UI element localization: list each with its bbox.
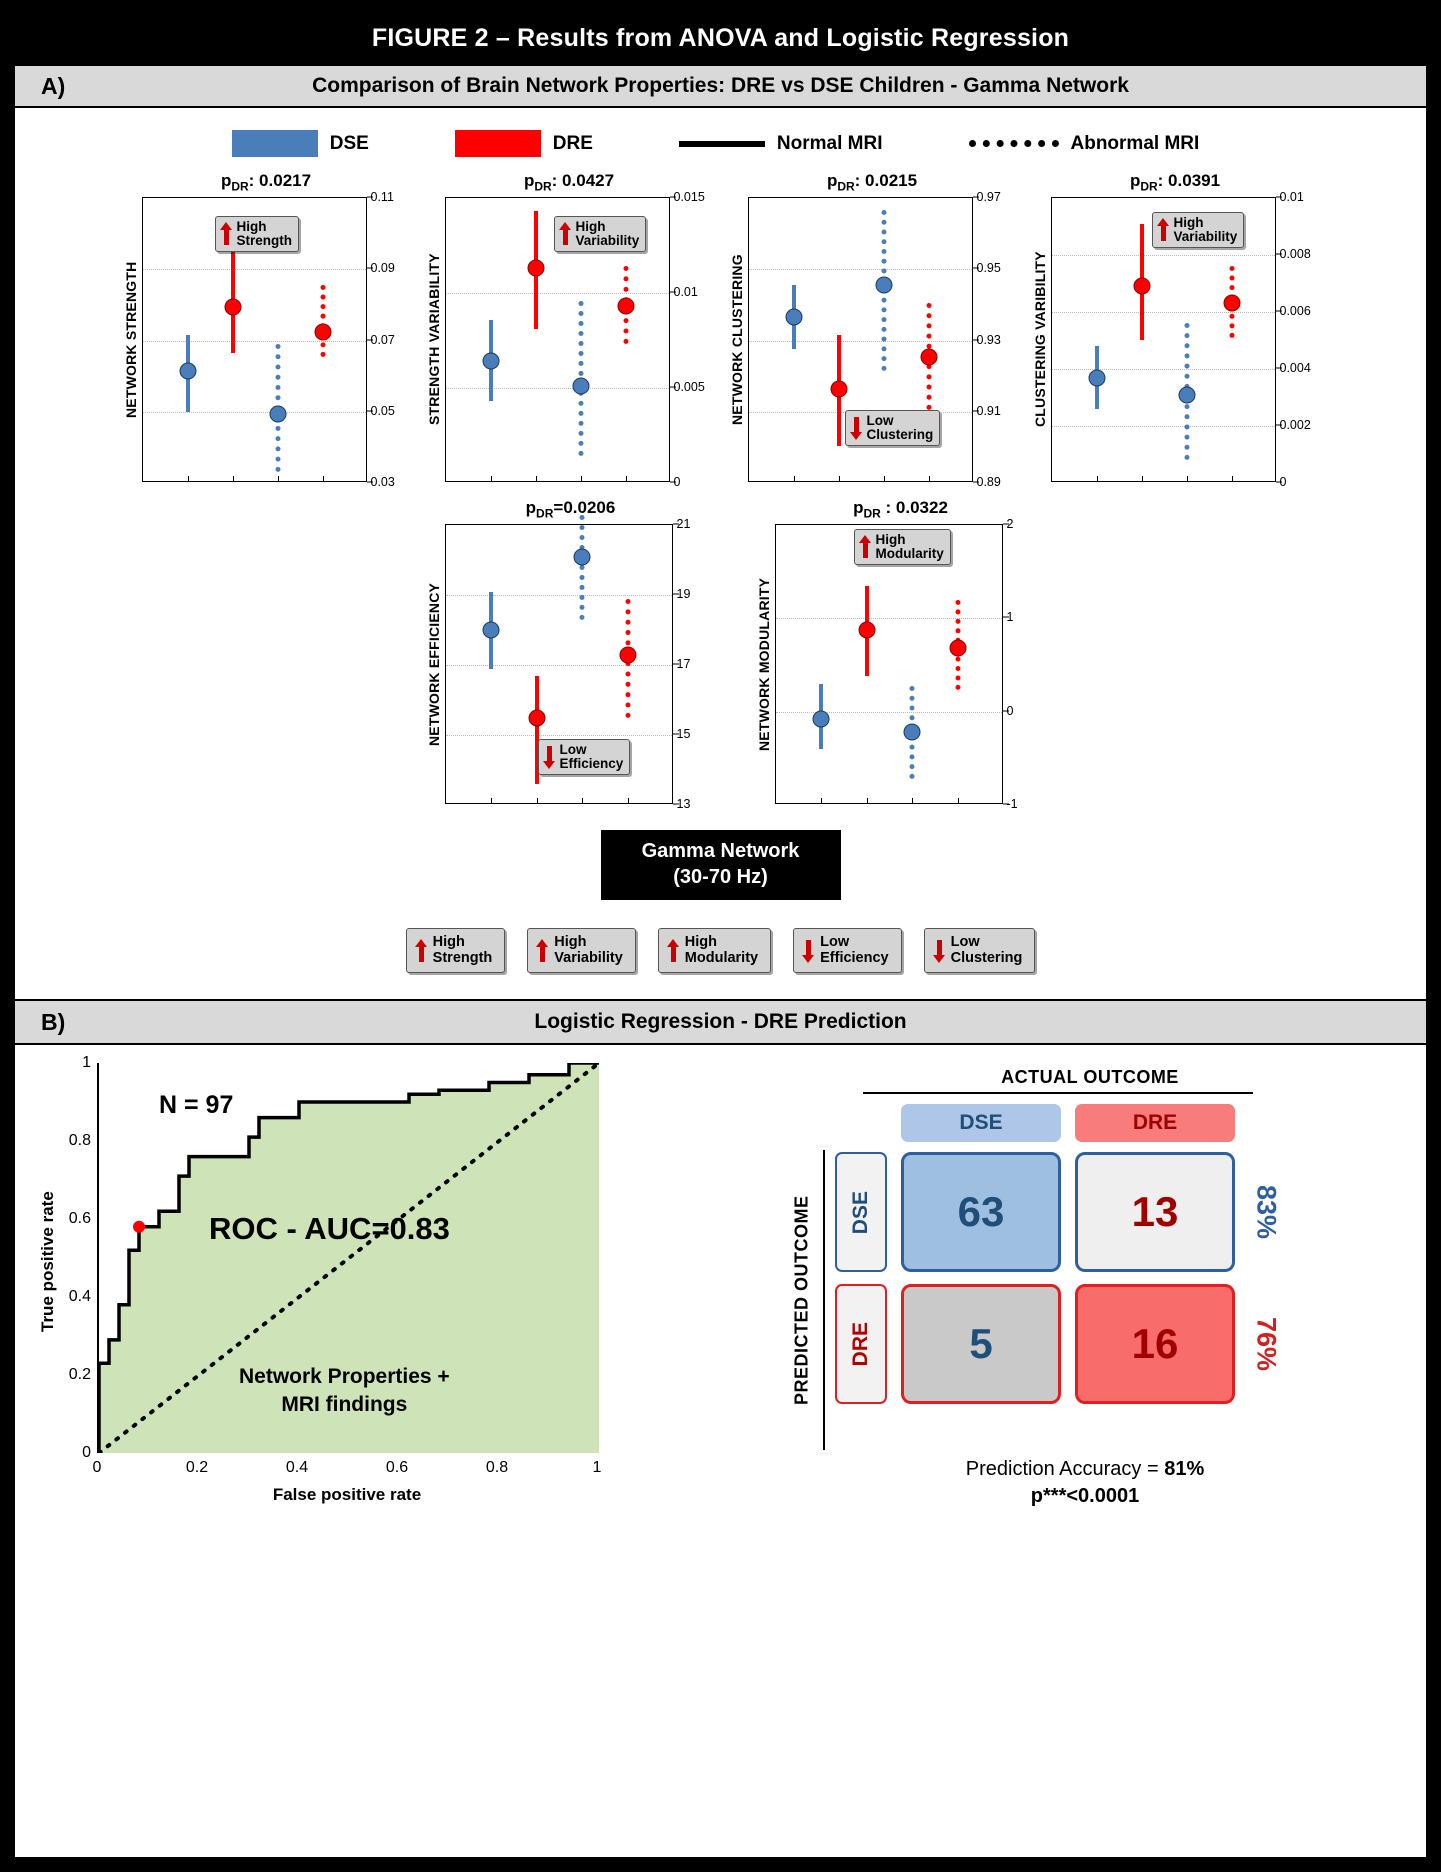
panel-b-letter: B) — [41, 1008, 66, 1035]
roc-chart — [35, 1054, 735, 1510]
y-axis-label-clustering-variability: CLUSTERING VARIBILITY — [1031, 251, 1048, 428]
data-point-marker — [875, 277, 892, 294]
p-value-label-network-modularity: $p_{DR}$ : 0.0322 — [853, 498, 948, 521]
cm-cell-false-dse: 13 — [1075, 1152, 1235, 1272]
cm-row-header-dre — [835, 1284, 887, 1404]
p-value-label-network-clustering: $p_{DR}$: 0.0215 — [826, 171, 918, 194]
data-point-marker — [482, 353, 499, 370]
x-tick — [233, 476, 234, 482]
x-tick — [794, 476, 795, 482]
tick-label: 0.008 — [1279, 247, 1311, 261]
legend-item-abnormal-mri — [969, 133, 1200, 155]
roc-x-tick-label: 0.2 — [185, 1459, 209, 1477]
summary-text — [951, 935, 1023, 966]
gamma-badge-line1: Gamma Network — [641, 840, 800, 862]
dse-color-swatch — [232, 130, 318, 157]
roc-y-tick-label: 0 — [82, 1444, 91, 1462]
y-axis-ticks-strength-variability — [670, 190, 716, 489]
gridline — [143, 412, 366, 413]
tick-label: 2 — [1006, 517, 1014, 531]
callout-line1: High — [875, 532, 906, 547]
y-axis-ticks-network-strength — [367, 190, 413, 489]
x-tick — [958, 798, 959, 804]
summary-text — [820, 935, 889, 966]
y-axis-label-network-modularity: NETWORK MODULARITY — [755, 577, 772, 751]
figure-frame — [12, 12, 1429, 1860]
x-tick — [839, 476, 840, 482]
error-bar — [320, 285, 325, 356]
gridline — [776, 618, 1002, 619]
tick-label: 1 — [1006, 610, 1014, 625]
data-point-marker — [269, 406, 286, 423]
x-tick — [582, 798, 583, 804]
chart-network-strength — [120, 171, 413, 489]
x-tick — [626, 476, 627, 482]
tick-label: 0.015 — [673, 190, 705, 204]
roc-auc-label: ROC - AUC=0.83 — [209, 1211, 450, 1247]
panel-a-legend — [12, 130, 1426, 157]
tick-label: 0.05 — [370, 403, 395, 418]
summary-line2: Efficiency — [820, 949, 889, 966]
arrow-up-icon — [1157, 218, 1170, 242]
tick-label: 0.91 — [976, 403, 1001, 418]
x-tick — [929, 476, 930, 482]
summary-finding-1 — [527, 928, 636, 973]
callout-line1: High — [1173, 215, 1204, 230]
summary-line1: High — [684, 934, 718, 950]
cm-row-dse — [835, 1152, 1283, 1272]
summary-text — [554, 935, 623, 966]
gridline — [1052, 312, 1275, 313]
roc-y-tick-label: 0.4 — [68, 1288, 91, 1306]
arrow-up-icon — [859, 535, 872, 559]
chart-clustering-variability — [1029, 171, 1322, 489]
gamma-badge-line2: (30-70 Hz) — [673, 866, 768, 888]
tick-label: 0 — [1279, 475, 1287, 489]
data-point-marker — [574, 548, 591, 565]
roc-y-tick-label: 0.6 — [68, 1210, 91, 1228]
tick-label: -1 — [1006, 797, 1018, 811]
arrow-down-icon — [543, 745, 556, 769]
data-point-marker — [619, 646, 636, 663]
roc-y-axis-ticks — [61, 1054, 97, 1462]
summary-line2: Strength — [432, 949, 493, 966]
panel-a-header — [15, 64, 1426, 108]
data-point-marker — [813, 711, 830, 728]
cm-predicted-outcome-label: PREDICTED OUTCOME — [791, 1195, 812, 1406]
finding-callout-strength-variability — [554, 216, 647, 252]
roc-x-tick-label: 1 — [592, 1459, 602, 1477]
data-point-marker — [483, 622, 500, 639]
callout-text — [1174, 216, 1238, 244]
summary-finding-4 — [924, 928, 1036, 973]
cm-col-header-dre: DRE — [1075, 1104, 1235, 1142]
chart-strength-variability — [423, 171, 716, 489]
legend-item-dse — [232, 130, 369, 157]
gridline — [143, 269, 366, 270]
chart-network-modularity — [753, 498, 1049, 811]
tick-label: 0.01 — [673, 285, 698, 299]
p-value-label-clustering-variability: $p_{DR}$: 0.0391 — [1129, 171, 1221, 194]
y-axis-ticks-network-clustering — [973, 190, 1019, 489]
roc-operating-point — [133, 1221, 145, 1233]
solid-line-icon — [679, 141, 765, 147]
legend-label-dre: DRE — [552, 132, 593, 154]
tick-label: 0.004 — [1279, 361, 1311, 375]
summary-text — [685, 935, 758, 966]
tick-label: 0.07 — [370, 332, 395, 347]
dotted-line-icon — [969, 140, 1059, 147]
gridline — [446, 595, 672, 596]
data-point-marker — [949, 640, 966, 657]
cm-col-header-dse: DSE — [901, 1104, 1061, 1142]
cm-cell-true-dse: 63 — [901, 1152, 1061, 1272]
callout-text — [867, 414, 934, 442]
cm-accuracy-value: 81% — [1164, 1458, 1205, 1481]
figure-title: FIGURE 2 – Results from ANOVA and Logistic Regression — [15, 15, 1426, 64]
arrow-up-icon — [667, 939, 680, 963]
finding-callout-network-efficiency — [538, 739, 631, 775]
cm-actual-outcome-title: ACTUAL OUTCOME — [1001, 1067, 1179, 1088]
x-tick — [491, 798, 492, 804]
finding-callout-clustering-variability — [1152, 212, 1245, 248]
x-tick — [491, 476, 492, 482]
x-tick — [912, 798, 913, 804]
gamma-network-badge — [601, 830, 841, 900]
cm-pvalue: p***<0.0001 — [1030, 1485, 1140, 1508]
arrow-down-icon — [850, 416, 863, 440]
gridline — [446, 735, 672, 736]
legend-label-dse: DSE — [329, 132, 369, 154]
cm-accuracy-label: Prediction Accuracy = — [965, 1458, 1165, 1481]
roc-x-tick-label: 0.6 — [385, 1459, 409, 1477]
legend-item-normal-mri — [679, 133, 883, 155]
summary-line2: Clustering — [950, 949, 1023, 966]
charts-row-2 — [15, 498, 1426, 811]
data-point-marker — [920, 348, 937, 365]
finding-callout-network-modularity — [854, 529, 951, 565]
tick-label: 13 — [676, 797, 691, 811]
cm-cell-false-dre: 5 — [901, 1284, 1061, 1404]
callout-line2: Strength — [236, 233, 292, 249]
x-tick — [628, 798, 629, 804]
chart-network-efficiency — [423, 498, 719, 811]
confusion-matrix — [745, 1063, 1385, 1510]
x-tick — [821, 798, 822, 804]
arrow-down-icon — [802, 939, 815, 963]
data-point-marker — [904, 724, 921, 741]
cm-row-pct-dre: 76% — [1251, 1317, 1282, 1372]
summary-line2: Variability — [554, 949, 623, 966]
p-value-label-strength-variability: $p_{DR}$: 0.0427 — [523, 171, 615, 194]
callout-line1: Low — [559, 742, 587, 757]
y-axis-label-strength-variability: STRENGTH VARIABILITY — [425, 253, 442, 426]
data-point-marker — [858, 621, 875, 638]
data-point-marker — [617, 298, 634, 315]
gridline — [143, 341, 366, 342]
x-tick — [536, 476, 537, 482]
roc-y-tick-label: 0.2 — [68, 1366, 91, 1384]
tick-label: 0.11 — [370, 190, 394, 204]
callout-line2: Modularity — [875, 546, 944, 562]
arrow-up-icon — [559, 222, 572, 246]
cm-row-header-dre-text: DRE — [849, 1322, 872, 1367]
data-point-marker — [1223, 295, 1240, 312]
x-tick — [1232, 476, 1233, 482]
gridline — [446, 388, 669, 389]
tick-label: 0.002 — [1279, 418, 1311, 432]
arrow-down-icon — [933, 939, 946, 963]
roc-caption-line2: MRI findings — [281, 1392, 408, 1416]
tick-label: 17 — [676, 657, 691, 671]
tick-label: 0 — [673, 475, 681, 489]
tick-label: 0.005 — [673, 380, 705, 394]
cm-footer — [785, 1456, 1385, 1510]
p-value-label-network-efficiency: $p_{DR}=0.0206$ — [525, 498, 616, 521]
findings-summary-row — [15, 928, 1426, 973]
roc-y-tick-label: 0.8 — [68, 1132, 91, 1150]
summary-line2: Modularity — [684, 949, 759, 966]
gridline — [1052, 369, 1275, 370]
plot-area-network-efficiency — [445, 524, 673, 804]
roc-x-tick-label: 0 — [92, 1459, 102, 1477]
dre-color-swatch — [455, 130, 541, 157]
tick-label: 15 — [676, 727, 691, 741]
y-axis-ticks-clustering-variability — [1276, 190, 1322, 489]
x-tick — [1142, 476, 1143, 482]
cm-cell-true-dre: 16 — [1075, 1284, 1235, 1404]
gridline — [446, 293, 669, 294]
plot-area-clustering-variability — [1051, 197, 1276, 482]
summary-finding-3 — [793, 928, 902, 973]
plot-area-network-modularity — [775, 524, 1003, 804]
panel-b-header — [15, 999, 1426, 1045]
roc-caption — [239, 1363, 450, 1418]
summary-line1: High — [432, 934, 465, 950]
callout-text — [237, 220, 293, 248]
panel-b-body — [15, 1045, 1426, 1510]
gridline — [446, 665, 672, 666]
cm-accuracy-line — [785, 1456, 1385, 1483]
tick-label: 21 — [676, 517, 691, 531]
arrow-up-icon — [220, 222, 233, 246]
legend-label-abnormal-mri: Abnormal MRI — [1070, 132, 1200, 154]
tick-label: 0.01 — [1279, 190, 1304, 204]
tick-label: 0 — [1006, 703, 1014, 718]
gridline — [1052, 255, 1275, 256]
error-bar — [580, 515, 585, 620]
cm-table — [835, 1104, 1283, 1450]
callout-line2: Variability — [1173, 229, 1238, 245]
callout-line1: Low — [866, 413, 894, 428]
cm-predicted-rule — [823, 1150, 825, 1450]
summary-line1: Low — [820, 934, 850, 950]
cm-row-header-dse — [835, 1152, 887, 1272]
y-axis-ticks-network-efficiency — [673, 517, 719, 811]
tick-label: 0.006 — [1279, 304, 1311, 318]
data-point-marker — [179, 362, 196, 379]
plot-area-network-clustering — [748, 197, 973, 482]
callout-text — [876, 533, 944, 561]
data-point-marker — [1088, 369, 1105, 386]
x-tick — [1097, 476, 1098, 482]
tick-label: 19 — [676, 587, 691, 601]
y-axis-label-network-clustering: NETWORK CLUSTERING — [728, 254, 745, 425]
summary-line1: Low — [950, 934, 980, 950]
summary-text — [433, 935, 493, 966]
data-point-marker — [1133, 278, 1150, 295]
plot-area-network-strength — [142, 197, 367, 482]
arrow-up-icon — [536, 939, 549, 963]
cm-row-header-dse-text: DSE — [849, 1190, 872, 1234]
callout-line1: High — [236, 219, 267, 234]
x-tick — [1187, 476, 1188, 482]
data-point-marker — [224, 298, 241, 315]
gridline — [1052, 426, 1275, 427]
roc-x-tick-label: 0.8 — [485, 1459, 509, 1477]
panel-b-title: Logistic Regression - DRE Prediction — [534, 1010, 907, 1034]
callout-line2: Efficiency — [559, 756, 624, 772]
gridline — [776, 712, 1002, 713]
finding-callout-network-clustering — [845, 410, 941, 446]
roc-x-tick-label: 0.4 — [285, 1459, 309, 1477]
roc-caption-line1: Network Properties + — [239, 1365, 450, 1389]
tick-label: 0.95 — [976, 261, 1001, 276]
roc-y-axis-label: True positive rate — [38, 1191, 57, 1333]
cm-actual-rule — [863, 1092, 1253, 1094]
x-tick — [323, 476, 324, 482]
x-tick — [581, 476, 582, 482]
charts-row-1 — [15, 171, 1426, 489]
x-tick — [188, 476, 189, 482]
data-point-marker — [572, 378, 589, 395]
legend-item-dre — [455, 130, 593, 157]
x-tick — [537, 798, 538, 804]
finding-callout-network-strength — [215, 216, 300, 252]
plot-area-strength-variability — [445, 197, 670, 482]
panel-a-letter: A) — [41, 72, 66, 99]
summary-finding-0 — [406, 928, 506, 973]
panel-a-title: Comparison of Brain Network Properties: DRE vs DSE Children - Gamma Network — [312, 74, 1129, 97]
x-tick — [884, 476, 885, 482]
p-value-label-network-strength: $p_{DR}$: 0.0217 — [220, 171, 312, 194]
x-tick — [867, 798, 868, 804]
callout-text — [576, 220, 640, 248]
x-tick — [278, 476, 279, 482]
tick-label: 0.97 — [976, 190, 1001, 204]
cm-header-row — [901, 1104, 1283, 1142]
roc-x-axis-ticks — [92, 1457, 602, 1483]
callout-text — [560, 743, 624, 771]
y-axis-label-network-strength: NETWORK STRENGTH — [122, 261, 139, 418]
roc-y-tick-label: 1 — [82, 1054, 91, 1072]
callout-line2: Variability — [575, 233, 640, 249]
roc-x-axis-label: False positive rate — [272, 1485, 422, 1505]
data-point-marker — [314, 323, 331, 340]
tick-label: 0.03 — [370, 475, 395, 489]
data-point-marker — [527, 260, 544, 277]
callout-line2: Clustering — [866, 427, 934, 443]
data-point-marker — [785, 309, 802, 326]
roc-plot-area — [97, 1063, 597, 1453]
data-point-marker — [528, 709, 545, 726]
summary-line1: High — [554, 934, 587, 950]
roc-sample-size: N = 97 — [159, 1091, 234, 1120]
y-axis-label-network-efficiency: NETWORK EFFICIENCY — [425, 582, 442, 746]
tick-label: 0.89 — [976, 475, 1001, 489]
legend-label-normal-mri: Normal MRI — [776, 132, 883, 154]
gridline — [749, 341, 972, 342]
summary-finding-2 — [658, 928, 771, 973]
data-point-marker — [1178, 386, 1195, 403]
cm-row-pct-dse: 83% — [1251, 1185, 1282, 1240]
chart-network-clustering — [726, 171, 1019, 489]
data-point-marker — [830, 380, 847, 397]
y-axis-ticks-network-modularity — [1003, 517, 1049, 811]
tick-label: 0.93 — [976, 332, 1001, 347]
arrow-up-icon — [415, 939, 428, 963]
tick-label: 0.09 — [370, 261, 395, 276]
cm-row-dre — [835, 1284, 1283, 1404]
callout-line1: High — [575, 219, 606, 234]
gridline — [749, 269, 972, 270]
